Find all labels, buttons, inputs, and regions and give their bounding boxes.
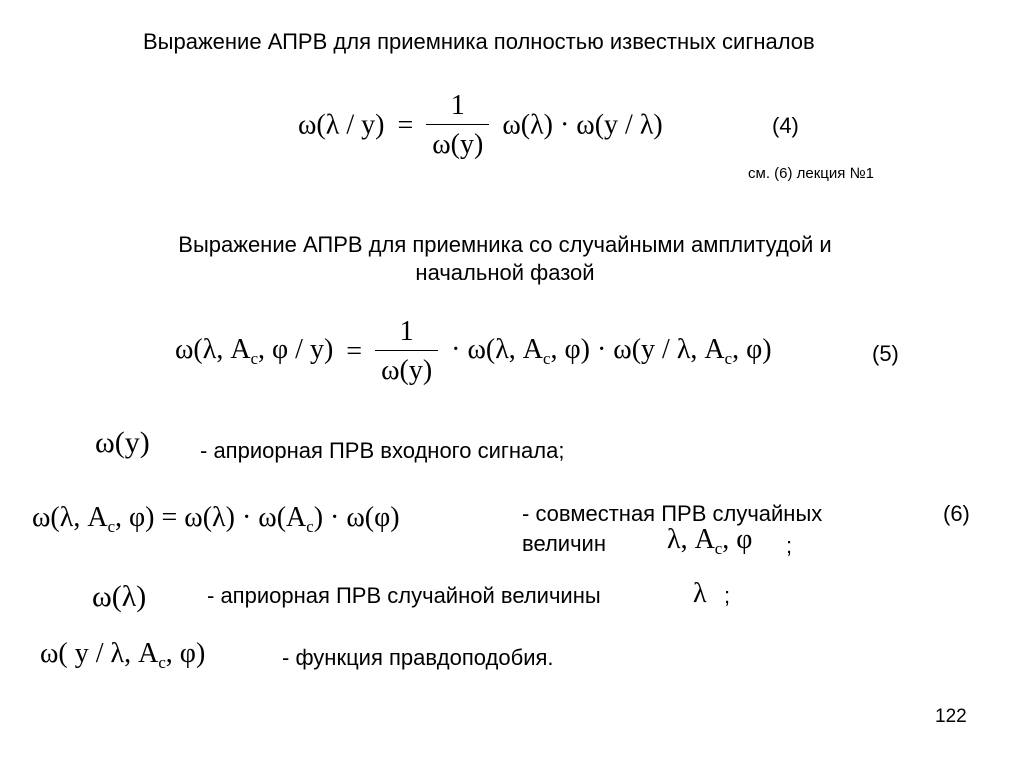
def4-text: - функция правдоподобия. (282, 645, 554, 670)
def2-text-line2: величин (522, 531, 606, 556)
def2-variables: λ, $A_c$, φ (667, 524, 753, 558)
def3-formula: ω(λ) (92, 580, 147, 613)
eq4-equals: = (397, 109, 414, 141)
def3-text: - априорная ПРВ случайной величины (207, 583, 601, 608)
def3-variable: λ (693, 578, 707, 609)
eq6-tag: (6) (943, 501, 970, 526)
def4-formula: ω( y / λ, $A_c$, φ) (40, 638, 206, 672)
eq5-rhs: · ω(λ, $A_c$, φ) · ω(y / λ, $A_c$, φ) (451, 333, 772, 368)
eq4-numerator: 1 (450, 90, 465, 121)
heading-known-signals: Выражение АПРВ для приемника полностью известных сигналов (143, 29, 815, 54)
eq4-tag: (4) (772, 113, 799, 138)
eq5-tag: (5) (872, 341, 899, 366)
def2-formula: ω(λ, $A_c$, $\varphi) = \omega(\lambda) \cdot \omega(A_c) \cdot \omega(\varphi)$ (32, 502, 400, 536)
eq4-rhs: ω(λ) · ω(y / λ) (502, 109, 663, 141)
equation-4 (298, 92, 663, 159)
page-number: 122 (935, 706, 967, 727)
eq4-fraction (426, 92, 489, 159)
eq5-numerator: 1 (399, 316, 414, 347)
equation-5 (175, 318, 772, 385)
heading2-line2: начальной фазой (415, 259, 595, 285)
eq5-lhs: ω(λ, $A_c$, φ / y) (175, 333, 334, 368)
def2-text-line1: - совместная ПРВ случайных (522, 501, 823, 526)
eq5-denominator: ω(y) (381, 355, 433, 386)
heading-random-amplitude (100, 231, 910, 286)
lecture-reference-note: см. (6) лекция №1 (748, 165, 874, 182)
eq4-denominator: ω(y) (432, 129, 484, 160)
heading2-line1: Выражение АПРВ для приемника со случайными амплитудой и (178, 232, 832, 257)
def1-formula: ω(y) (95, 426, 150, 459)
eq5-fraction (375, 318, 438, 385)
eq4-lhs: ω(λ / y) (298, 109, 385, 141)
def2-semicolon: ; (786, 533, 793, 558)
def3-semicolon: ; (724, 583, 731, 608)
def1-text: - априорная ПРВ входного сигнала; (200, 438, 565, 463)
eq5-equals: = (346, 335, 363, 367)
